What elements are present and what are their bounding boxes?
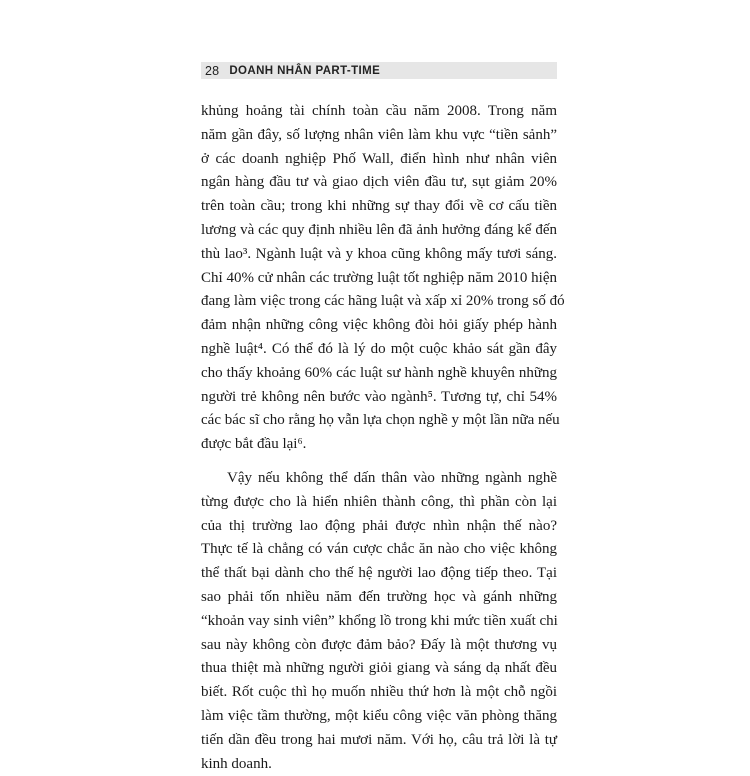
text-line: ở các doanh nghiệp Phố Wall, điển hình như nhân viên — [201, 150, 557, 167]
text-line: tiến dần đều trong hai mươi năm. Với họ, câu trả lời là tự — [201, 731, 557, 748]
text-line: được bắt đầu lại⁶. — [201, 436, 307, 453]
text-line: thù lao³. Ngành luật và y khoa cũng không mấy tươi sáng. — [201, 245, 557, 262]
text-line: thể thất bại dành cho thế hệ người lao động tiếp theo. Tại — [201, 565, 557, 582]
text-line: khủng hoảng tài chính toàn cầu năm 2008. Trong năm — [201, 103, 557, 119]
text-line: “khoản vay sinh viên” khổng lồ trong khi mức tiền xuất chi — [201, 612, 558, 629]
text-line: đang làm việc trong các hãng luật và xấp xỉ 20% trong số đó — [201, 293, 565, 310]
text-line: Chỉ 40% cử nhân các trường luật tốt nghiệp năm 2010 hiện — [201, 269, 557, 286]
text-line: Vậy nếu không thể dấn thân vào những ngành nghề — [227, 469, 557, 486]
text-line: kinh doanh. — [201, 755, 272, 772]
text-line: biết. Rốt cuộc thì họ muốn nhiều thứ hơn là một chỗ ngồi — [201, 684, 557, 701]
page-number: 28 — [205, 63, 220, 78]
text-line: lương và các quy định nhiều lên đã ảnh hưởng đáng kể đến — [201, 221, 557, 238]
text-line: trên toàn cầu; trong khi những sự thay đổi về cơ cấu tiền — [201, 198, 557, 215]
text-line: sao phải tốn nhiều năm đến trường học và gánh những — [201, 588, 557, 605]
text-line: đảm nhận những công việc không đòi hỏi giấy phép hành — [201, 317, 557, 334]
text-line: thua thiệt mà những người giỏi giang và sáng dạ nhất đều — [201, 660, 557, 677]
paragraph-spacer — [201, 457, 557, 467]
text-line: Thực tế là chẳng có ván cược chắc ăn nào cho việc không — [201, 541, 557, 558]
paragraph-1 — [201, 100, 565, 457]
text-line: năm gần đây, số lượng nhân viên làm khu vực “tiền sảnh” — [201, 126, 557, 143]
text-line: làm việc tầm thường, một kiểu công việc văn phòng thăng — [201, 707, 557, 724]
text-line: người trẻ không nên bước vào ngành⁵. Tương tự, chỉ 54% — [201, 388, 557, 405]
text-line: của thị trường lao động phải được nhìn nhận thế nào? — [201, 517, 557, 534]
text-line: nghề luật⁴. Có thể đó là lý do một cuộc khảo sát gần đây — [201, 340, 557, 357]
body-text — [201, 100, 565, 776]
text-line: cho thấy khoảng 60% các luật sư hành nghề khuyên những — [201, 364, 557, 381]
text-line: các bác sĩ cho rằng họ vẫn lựa chọn nghề y một lần nữa nếu — [201, 412, 560, 429]
text-line: ngân hàng đầu tư và giao dịch viên đầu tư, sụt giảm 20% — [201, 174, 557, 191]
text-line: từng được cho là hiển nhiên thành công, thì phần còn lại — [201, 493, 557, 510]
text-line: sau này không còn được đảm bảo? Đấy là một thương vụ — [201, 636, 557, 653]
paragraph-2 — [201, 467, 557, 776]
running-header — [201, 62, 557, 79]
running-title: DOANH NHÂN PART-TIME — [229, 64, 381, 77]
